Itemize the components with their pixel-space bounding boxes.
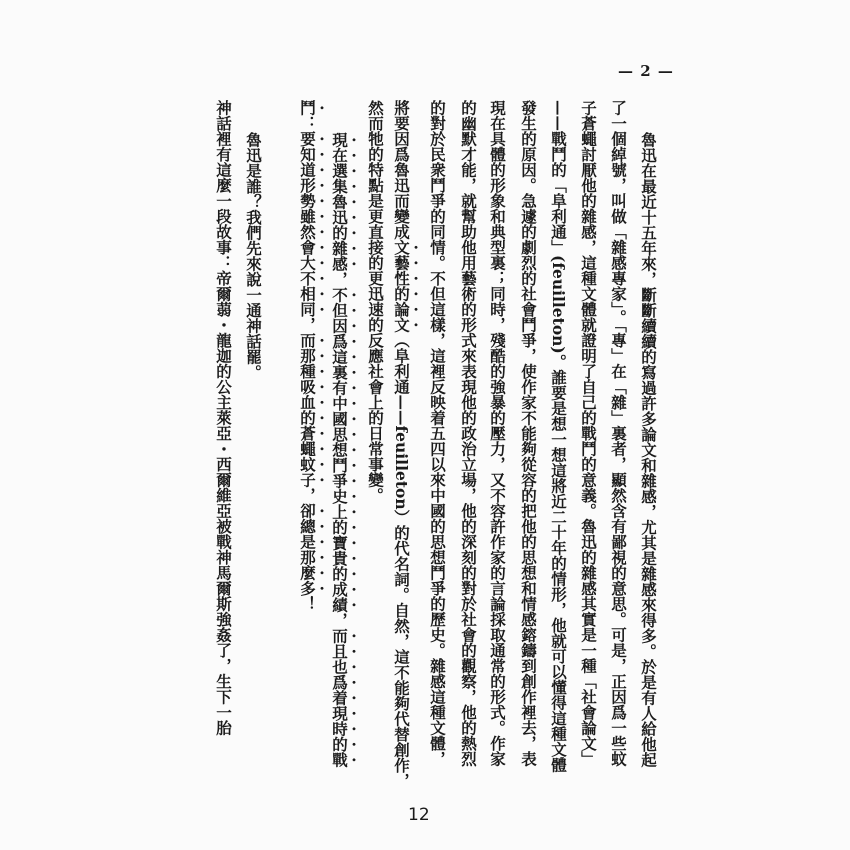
page-marker: — 2 —	[618, 62, 674, 80]
text-run: 將要因爲魯迅而變成	[392, 100, 411, 240]
text-column: 的對於民衆鬥爭的同情。不但這樣，這裡反映着五四以來中國的思想鬥爭的歷史。雜感這種文體，	[428, 100, 447, 767]
text-column	[393, 100, 421, 830]
page-number: 12	[408, 805, 430, 825]
text-column: 發生的原因。急遽的劇烈的社會鬥爭，使作家不能夠從容的把他的思想和情感鎔鑄到創作裡去，表	[519, 100, 538, 767]
emphasized-text: 現在選集魯迅的雜感，不但因爲這裏有中國思想鬥爭史上的寶貴的成績，而且也爲着現時的戰	[330, 132, 349, 768]
text-column: 神話裡有這麼一段故事：帝爾蒻・龍迦的公主萊亞・西爾維亞被戰神馬爾斯強姦了，生下一胎	[214, 100, 233, 736]
text-column	[331, 100, 359, 830]
text-column: 魯迅在最近十五年來，斷斷續續的寫過許多論文和雜感，尤其是雜感來得多。於是有人給他起	[639, 132, 658, 768]
text-column: 了一個綽號，叫做「雜感專家」。「專」在「雜」裏者，顯然含有鄙視的意思。可是，正因爲一些蚊	[609, 100, 628, 767]
text-column: 魯迅是誰？我們先來說一通神話罷。	[244, 132, 263, 380]
text-column: 的幽默才能，就幫助他用藝術的形式來表現他的政治立場，他的深刻的對於社會的觀察，他的熱烈	[459, 100, 478, 767]
text-column: 現在具體的形象和典型裏；同時，殘酷的強暴的壓力，又不容許作家的言論採取通常的形式。作家	[488, 100, 507, 767]
text-column: 子蒼蠅討厭他的雜感，這種文體就證明了自己的戰鬥的意義。魯迅的雜感其實是一種「社會論文」	[579, 100, 598, 767]
text-column: 然而牠的特點是更直接的更迅速的反應社會上的日常事變。	[366, 100, 385, 503]
text-column	[299, 100, 327, 830]
emphasized-text: 鬥：要知道形勢雖然會大不相同，而那種吸血的蒼蠅蚊子，卻總是那麼多！	[298, 100, 317, 612]
text-column: ——戰鬥的「阜利通」(feuilleton)。誰要是想一想這將近二十年的情形，他就可以懂得這種文體	[549, 100, 568, 773]
text-run: （阜利通——feuilleton）的代名詞。自然，這不能夠代替創作，	[392, 332, 411, 789]
emphasized-text: 文藝性的論文	[392, 239, 411, 333]
